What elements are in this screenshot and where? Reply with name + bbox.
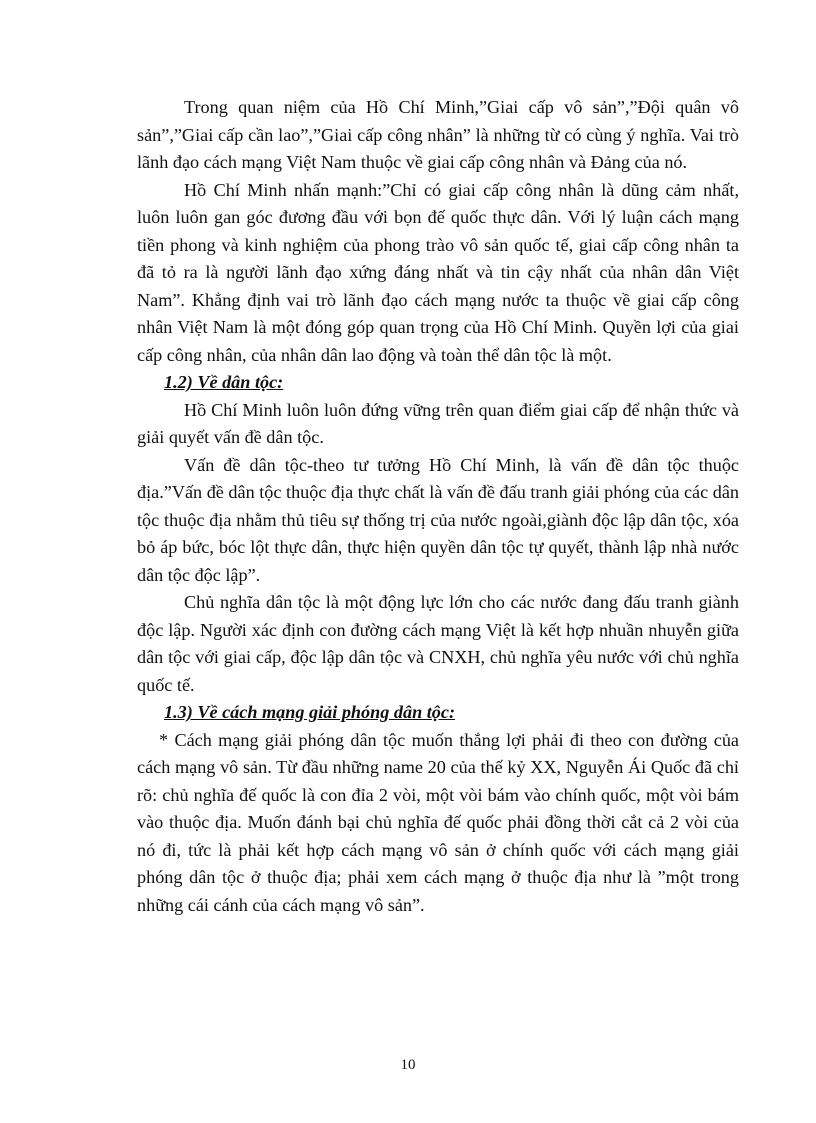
paragraph-6: * Cách mạng giải phóng dân tộc muốn thắng lợi phải đi theo con đường của cách mạng vô sản. Từ đầu những name 20 của thế kỷ XX, Nguyễn Ái Quốc đã chỉ rõ: chủ nghĩa đế quốc là con đỉa 2 vòi, một vòi bám vào chính quốc, một vòi bám vào thuộc địa. Muốn đánh bại chủ nghĩa đế quốc phải đồng thời cắt cả 2 vòi của nó đi, tức là phải kết hợp cách mạng vô sản ở chính quốc với cách mạng giải phóng dân tộc ở thuộc địa; phải xem cách mạng ở thuộc địa như là ”một trong những cái cánh của cách mạng vô sản”. [137, 729, 739, 915]
page-number: 10 [400, 1057, 416, 1073]
paragraph-5: Chủ nghĩa dân tộc là một động lực lớn cho các nước đang đấu tranh giành độc lập. Người xác định con đường cách mạng Việt là kết hợp nhuần nhuyễn giữa dân tộc với giai cấp, độc lập dân tộc và CNXH, chủ nghĩa yêu nước với chủ nghĩa quốc tế. [137, 592, 739, 695]
section-heading-1-3: 1.3) Về cách mạng giải phóng dân tộc: [164, 702, 456, 722]
paragraph-2: Hồ Chí Minh nhấn mạnh:”Chỉ có giai cấp công nhân là dũng cảm nhất, luôn luôn gan góc đương đầu với bọn đế quốc thực dân. Với lý luận cách mạng tiền phong và kinh nghiệm của phong trào vô sản quốc tế, giai cấp công nhân ta đã tỏ ra là người lãnh đạo xứng đáng nhất và tin cậy nhất của nhân dân Việt Nam”. Khẳng định vai trò lãnh đạo cách mạng nước ta thuộc về giai cấp công nhân Việt Nam là một đóng góp quan trọng của Hồ Chí Minh. Quyền lợi của giai cấp công nhân, của nhân dân lao động và toàn thể dân tộc là một. [137, 179, 739, 365]
paragraph-4: Vấn đề dân tộc-theo tư tưởng Hồ Chí Minh, là vấn đề dân tộc thuộc địa.”Vấn đề dân tộc thuộc địa thực chất là vấn đề đấu tranh giải phóng của các dân tộc thuộc địa nhằm thủ tiêu sự thống trị của nước ngoài,giành độc lập dân tộc, xóa bỏ áp bức, bóc lột thực dân, thực hiện quyền dân tộc tự quyết, thành lập nhà nước dân tộc độc lập”. [137, 454, 739, 585]
paragraph-1: Trong quan niệm của Hồ Chí Minh,”Giai cấp vô sản”,”Đội quân vô sản”,”Giai cấp cần lao”,”Giai cấp công nhân” là những từ có cùng ý nghĩa. Vai trò lãnh đạo cách mạng Việt Nam thuộc về giai cấp công nhân và Đảng của nó. [137, 97, 739, 172]
paragraph-3: Hồ Chí Minh luôn luôn đứng vững trên quan điểm giai cấp để nhận thức và giải quyết vấn đề dân tộc. [137, 399, 739, 447]
page-body [137, 94, 739, 919]
section-heading-1-2: 1.2) Về dân tộc: [164, 372, 284, 392]
